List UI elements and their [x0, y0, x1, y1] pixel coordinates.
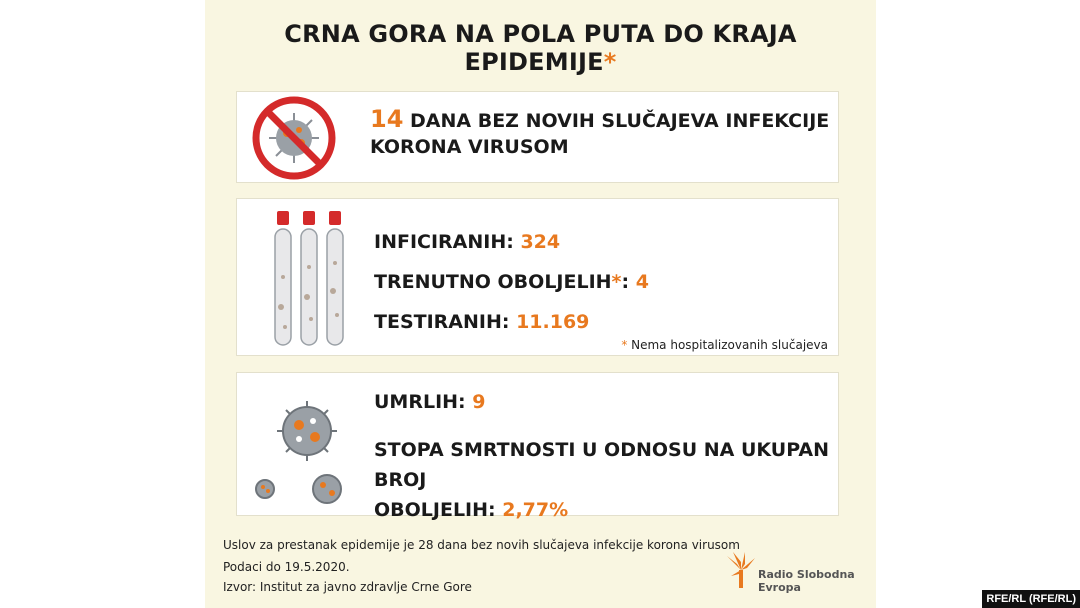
deaths-label: UMRLIH:	[374, 391, 473, 413]
footer-source: Izvor: Institut za javno zdravlje Crne Gore	[223, 580, 472, 594]
note-text: Nema hospitalizovanih slučajeva	[627, 338, 828, 352]
currently-ill-label: TRENUTNO OBOLJELIH	[374, 271, 612, 293]
note-asterisk: *	[621, 338, 628, 352]
title-text: CRNA GORA NA POLA PUTA DO KRAJA EPIDEMIJE	[284, 20, 797, 76]
footer-date: Podaci do 19.5.2020.	[223, 560, 350, 574]
days-label-2: KORONA VIRUSOM	[370, 136, 569, 158]
tested-value: 11.169	[516, 311, 590, 333]
rfe-logo-icon	[725, 550, 757, 590]
hospitalization-note	[621, 338, 828, 352]
title-asterisk: *	[603, 48, 617, 76]
days-label: DANA BEZ NOVIH SLUČAJEVA INFEKCIJE	[403, 110, 830, 132]
deaths-row	[374, 391, 486, 413]
tested-row	[374, 311, 589, 333]
deaths-value: 9	[472, 391, 486, 413]
currently-ill-value: 4	[635, 271, 649, 293]
logo-line1: Radio Slobodna	[758, 568, 855, 581]
mortality-rate-value: 2,77%	[502, 499, 569, 521]
infected-row	[374, 231, 560, 253]
days-number: 14	[370, 105, 404, 133]
logo-line2: Evropa	[758, 581, 801, 594]
mortality-rate-label: STOPA SMRTNOSTI U ODNOSU NA UKUPAN BROJ	[374, 439, 830, 491]
statistics-card	[236, 198, 839, 356]
no-new-cases-card	[236, 91, 839, 183]
currently-ill-asterisk: *	[611, 271, 622, 293]
no-new-cases-text	[370, 106, 829, 160]
rfe-logo-text	[758, 568, 855, 594]
no-virus-icon	[249, 93, 339, 183]
infected-label: INFICIRANIH:	[374, 231, 521, 253]
currently-ill-row	[374, 271, 649, 293]
infographic-panel	[205, 0, 876, 608]
footer-condition: Uslov za prestanak epidemije je 28 dana bez novih slučajeva infekcije korona virusom	[223, 538, 740, 552]
infected-value: 324	[520, 231, 561, 253]
test-tubes-icon	[269, 207, 349, 349]
mortality-rate-row	[374, 435, 838, 525]
image-credit: RFE/RL (RFE/RL)	[982, 590, 1080, 608]
mortality-card	[236, 372, 839, 521]
mortality-rate-label-2: OBOLJELIH:	[374, 499, 503, 521]
page-title	[205, 20, 876, 76]
tested-label: TESTIRANIH:	[374, 311, 517, 333]
virus-icon	[249, 393, 359, 513]
currently-ill-colon: :	[621, 271, 636, 293]
